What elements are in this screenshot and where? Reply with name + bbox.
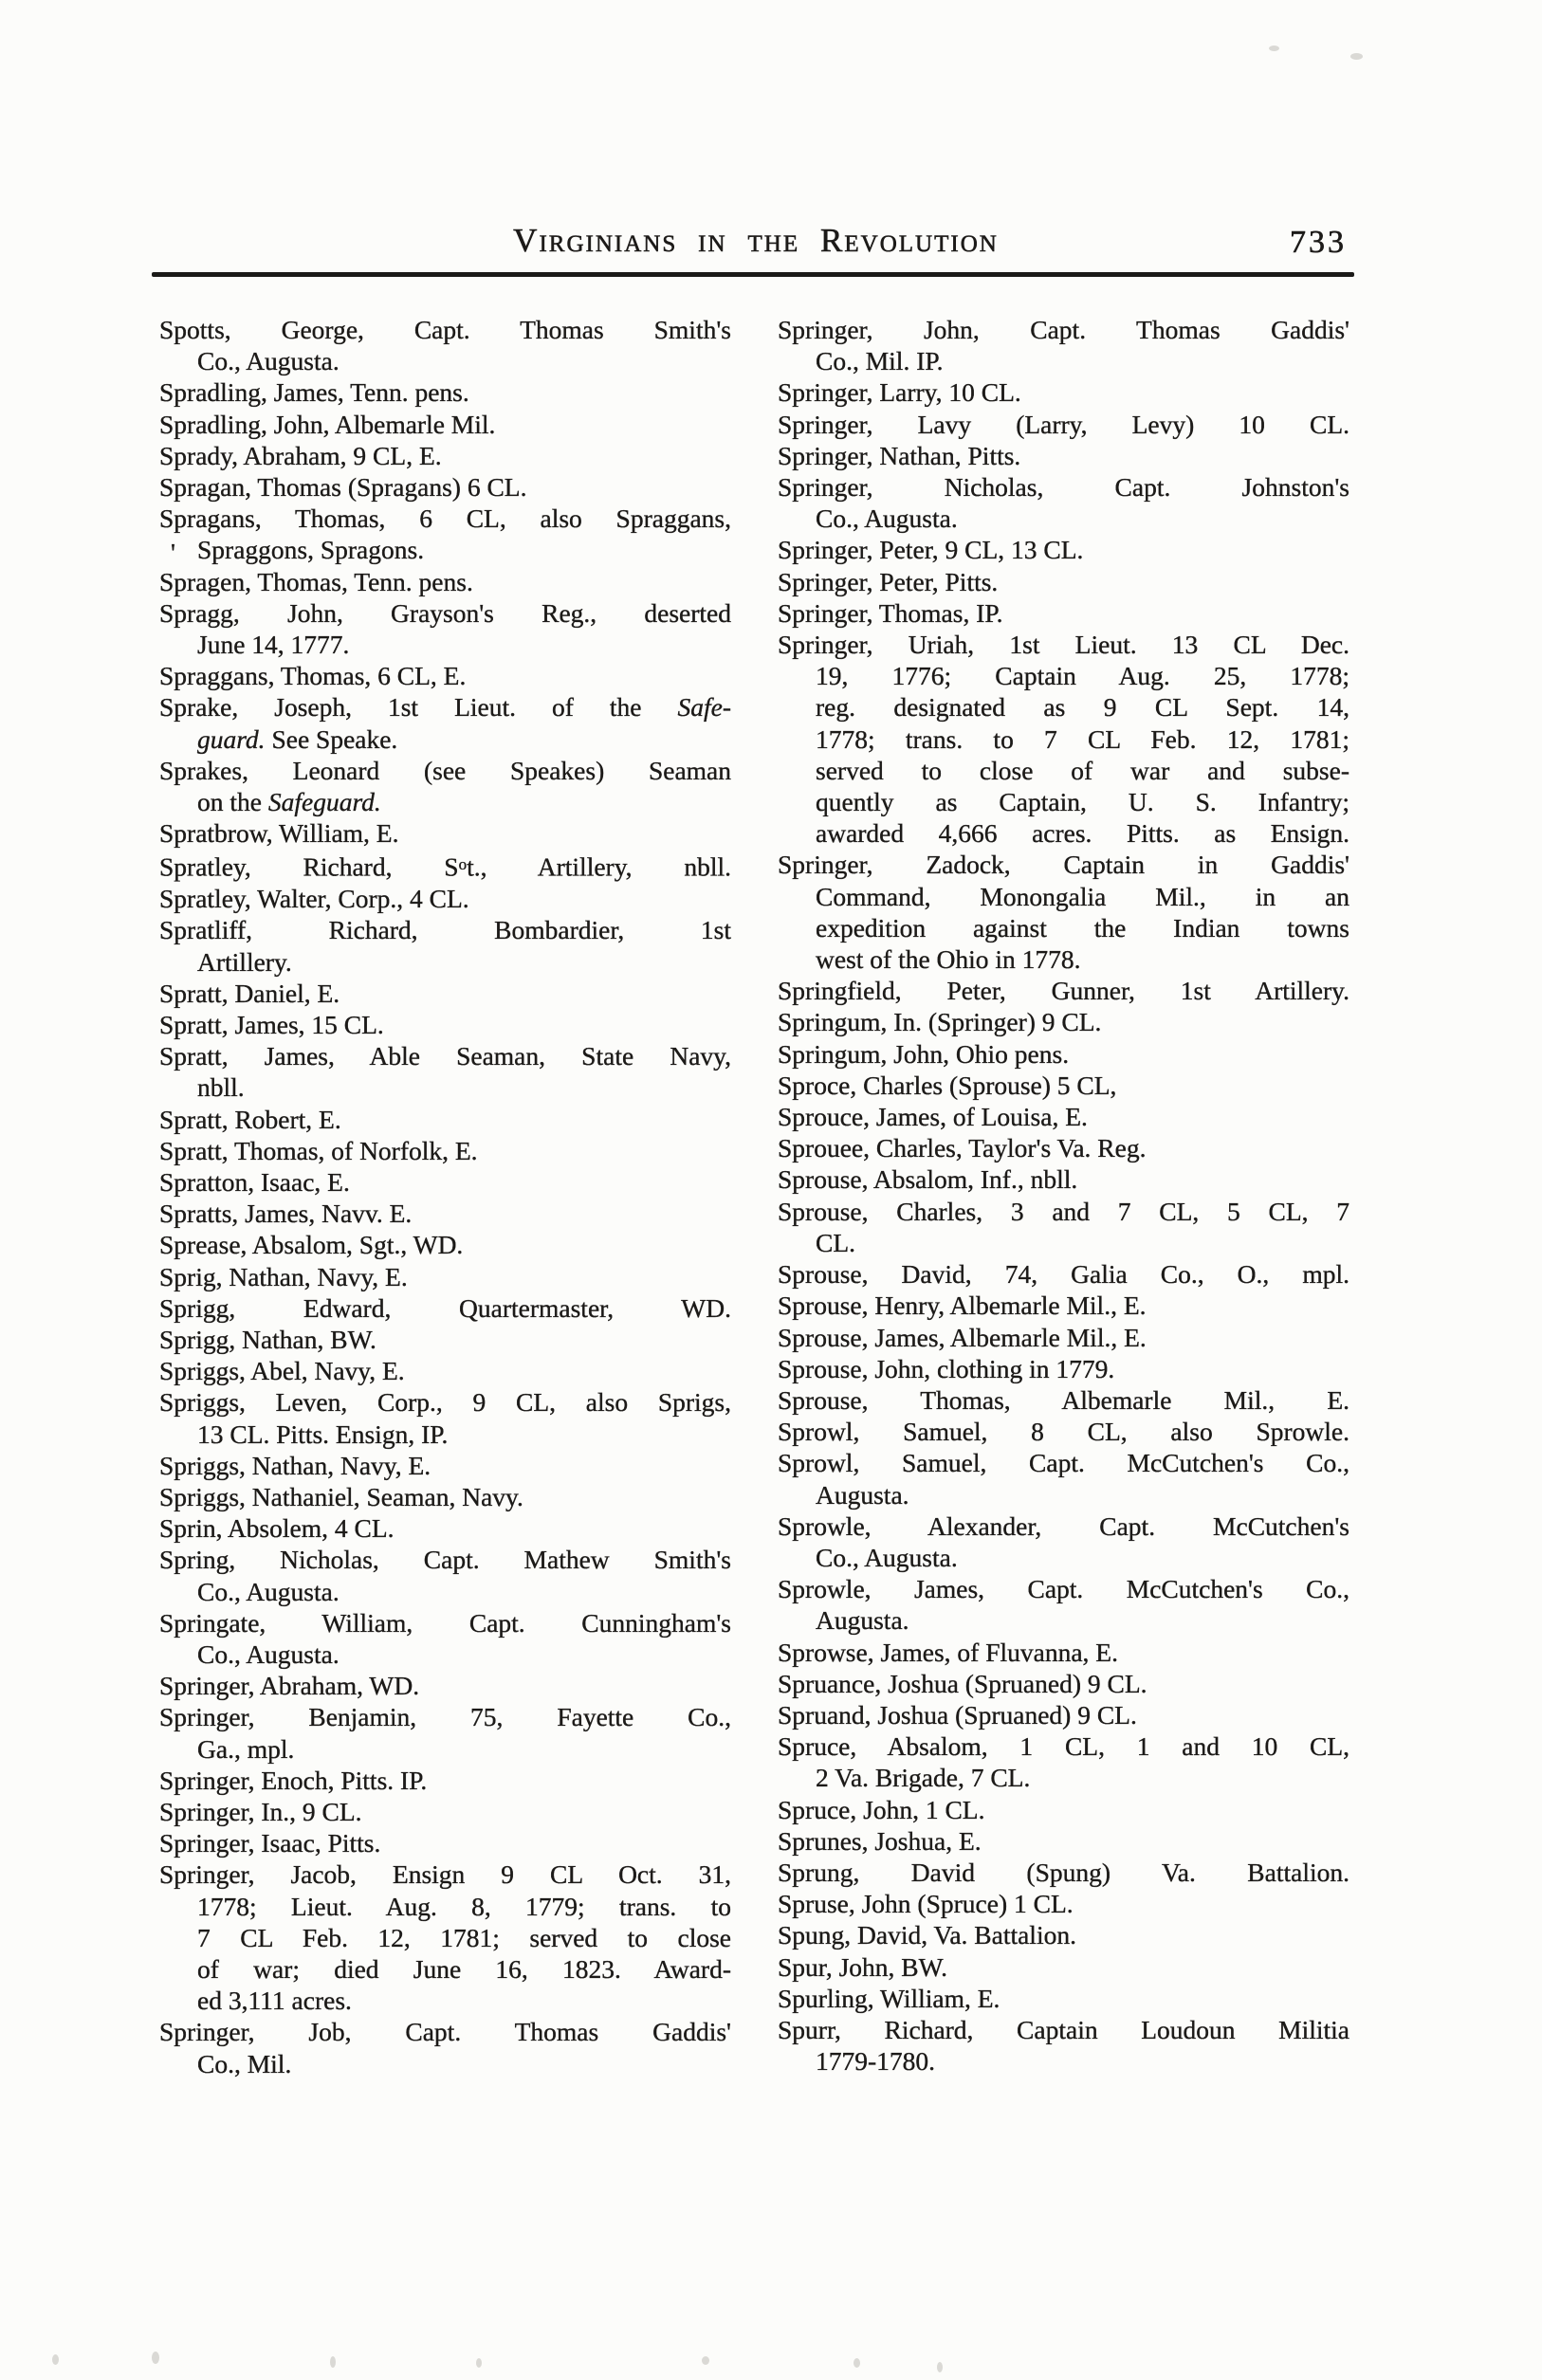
- entry-line: Co., Augusta.: [197, 1639, 340, 1669]
- entry-line: Springer, Enoch, Pitts. IP.: [159, 1765, 428, 1795]
- scan-speckle: [476, 2358, 482, 2368]
- entry-line: Sprouse, Thomas, Albemarle Mil., E.: [778, 1384, 1349, 1415]
- entry-line: Spriggs, Nathaniel, Seaman, Navy.: [159, 1481, 523, 1511]
- scan-speckle: [854, 2358, 860, 2368]
- entry-line: Co., Mil.: [197, 2048, 292, 2078]
- header-rule: [152, 272, 1354, 277]
- scan-speckle: [702, 2356, 709, 2365]
- entry-line: ' Spraggons, Spragons.: [171, 535, 425, 568]
- entry-line: Spratt, Robert, E.: [159, 1104, 341, 1134]
- entry-line: Springate, William, Capt. Cunningham's: [159, 1607, 731, 1638]
- entry-line: Spotts, George, Capt. Thomas Smith's: [159, 315, 731, 344]
- entry-line: Spring, Nicholas, Capt. Mathew Smith's: [159, 1545, 731, 1575]
- entry-line: Spratley, Richard, $S^ot$., Artillery, nbll.: [159, 851, 731, 882]
- entry-line: Spriggs, Leven, Corp., 9 CL, also Sprigs,: [159, 1387, 731, 1418]
- entry-line: Springum, John, Ohio pens.: [778, 1038, 1070, 1069]
- entry-line: Sprowse, James, of Fluvanna, E.: [778, 1637, 1118, 1667]
- entry-line: 1779-1780.: [816, 2046, 936, 2077]
- entry-line: Sprady, Abraham, 9 CL, E.: [159, 440, 442, 470]
- entry-line: Sprouse, James, Albemarle Mil., E.: [778, 1322, 1147, 1352]
- entry-line: 19, 1776; Captain Aug. 25, 1778;: [816, 661, 1349, 691]
- scan-speckle: [330, 2356, 336, 2368]
- entry-line: Spragans, Thomas, 6 CL, also Spraggans,: [159, 503, 731, 534]
- entry-line: Sprung, David (Spung) Va. Battalion.: [778, 1857, 1349, 1887]
- entry-line: Spur, John, BW.: [778, 1951, 947, 1982]
- entry-line: quently as Captain, U. S. Infantry;: [816, 787, 1349, 817]
- entry-line: Spragg, John, Grayson's Reg., deserted: [159, 597, 731, 628]
- entry-line: Command, Monongalia Mil., in an: [816, 881, 1349, 911]
- entry-line: Springer, Peter, 9 CL, 13 CL.: [778, 535, 1084, 565]
- entry-line: Spradling, James, Tenn. pens.: [159, 377, 469, 408]
- entry-line: Spruance, Joshua (Spruaned) 9 CL.: [778, 1668, 1147, 1698]
- entry-line: 1778; Lieut. Aug. 8, 1779; trans. to: [197, 1891, 731, 1921]
- entry-line: Spratts, James, Navv. E.: [159, 1199, 413, 1229]
- scan-speckle: [152, 2352, 159, 2364]
- entry-line: Spratton, Isaac, E.: [159, 1166, 350, 1197]
- scan-speckle: [52, 2354, 59, 2365]
- entry-line: Spratbrow, William, E.: [159, 818, 399, 849]
- entry-line: nbll.: [197, 1072, 245, 1103]
- entry-line: Springer, Peter, Pitts.: [778, 566, 999, 596]
- page-title: Virginians in the Revolution: [513, 222, 999, 259]
- entry-line: Sprowl, Samuel, 8 CL, also Sprowle.: [778, 1417, 1349, 1447]
- entry-line: Spratley, Walter, Corp., 4 CL.: [159, 884, 469, 914]
- entry-line: Sprowle, Alexander, Capt. McCutchen's: [778, 1510, 1349, 1541]
- entry-line: Sprouse, Charles, 3 and 7 CL, 5 CL, 7: [778, 1196, 1349, 1226]
- entry-line: expedition against the Indian towns: [816, 912, 1349, 943]
- entry-line: Sprake, Joseph, 1st Lieut. of the Safe-: [159, 692, 731, 723]
- entry-line: Springer, Zadock, Captain in Gaddis': [778, 850, 1349, 880]
- entry-line: Co., Augusta.: [816, 503, 958, 534]
- entry-line: Springer, Isaac, Pitts.: [159, 1828, 381, 1858]
- entry-line: Augusta.: [816, 1605, 909, 1636]
- entry-line: Spurling, William, E.: [778, 1983, 1000, 2013]
- entry-line: Springer, In., 9 CL.: [159, 1797, 362, 1827]
- entry-line: served to close of war and subse-: [816, 755, 1349, 785]
- entry-line: Spratliff, Richard, Bombardier, 1st: [159, 915, 731, 945]
- entry-line: awarded 4,666 acres. Pitts. as Ensign.: [816, 818, 1349, 849]
- entry-line: Co., Augusta.: [816, 1542, 958, 1572]
- entry-line: Springer, Abraham, WD.: [159, 1671, 420, 1701]
- scan-speckle: [1269, 46, 1279, 51]
- entry-line: Sprunes, Joshua, E.: [778, 1825, 982, 1856]
- entry-line: Spruce, Absalom, 1 CL, 1 and 10 CL,: [778, 1731, 1349, 1762]
- entry-line: Sprouse, Henry, Albemarle Mil., E.: [778, 1291, 1147, 1321]
- entry-line: Springum, In. (Springer) 9 CL.: [778, 1007, 1102, 1037]
- entry-line: Springer, Thomas, IP.: [778, 597, 1003, 628]
- entry-line: Sprouce, James, of Louisa, E.: [778, 1102, 1088, 1132]
- entry-line: Spriggs, Nathan, Navy, E.: [159, 1450, 431, 1480]
- entry-line: Springer, Nathan, Pitts.: [778, 440, 1021, 470]
- entry-line: Spruce, John, 1 CL.: [778, 1794, 985, 1824]
- entry-line: Springer, Lavy (Larry, Levy) 10 CL.: [778, 409, 1349, 439]
- entry-line: Sprouse, Absalom, Inf., nbll.: [778, 1164, 1078, 1195]
- page-number: 733: [1290, 225, 1347, 260]
- entry-line: Springer, John, Capt. Thomas Gaddis': [778, 315, 1349, 344]
- entry-line: Sprig, Nathan, Navy, E.: [159, 1261, 408, 1291]
- entry-line: reg. designated as 9 CL Sept. 14,: [816, 692, 1349, 723]
- left-column: [159, 314, 731, 2079]
- entry-line: Sprease, Absalom, Sgt., WD.: [159, 1230, 464, 1260]
- entry-line: Spratt, Thomas, of Norfolk, E.: [159, 1135, 478, 1165]
- entry-line: Spung, David, Va. Battalion.: [778, 1920, 1076, 1950]
- entry-line: Sprigg, Nathan, BW.: [159, 1324, 376, 1354]
- entry-line: Sprouse, David, 74, Galia Co., O., mpl.: [778, 1259, 1349, 1290]
- entry-line: on the Safeguard.: [197, 787, 381, 817]
- entry-line: ed 3,111 acres.: [197, 1986, 352, 2016]
- entry-line: Springer, Nicholas, Capt. Johnston's: [778, 472, 1349, 503]
- entry-line: CL.: [816, 1227, 856, 1257]
- entry-line: Co., Augusta.: [197, 1576, 340, 1606]
- entry-line: Sprowle, James, Capt. McCutchen's Co.,: [778, 1574, 1349, 1604]
- entry-line: Spragen, Thomas, Tenn. pens.: [159, 566, 473, 596]
- entry-line: Ga., mpl.: [197, 1733, 295, 1764]
- entry-line: Co., Mil. IP.: [816, 346, 944, 376]
- entry-line: Sproce, Charles (Sprouse) 5 CL,: [778, 1070, 1117, 1100]
- entry-line: Augusta.: [816, 1479, 909, 1510]
- entry-line: Springer, Benjamin, 75, Fayette Co.,: [159, 1702, 731, 1732]
- entry-line: Spruse, John (Spruce) 1 CL.: [778, 1889, 1074, 1919]
- scan-speckle: [937, 2362, 943, 2372]
- right-column: [778, 314, 1349, 2079]
- text-columns: [159, 314, 1350, 2079]
- entry-line: Co., Augusta.: [197, 346, 340, 376]
- entry-line: Spraggans, Thomas, 6 CL, E.: [159, 661, 467, 691]
- entry-line: Springer, Uriah, 1st Lieut. 13 CL Dec.: [778, 630, 1349, 660]
- entry-line: Spurr, Richard, Captain Loudoun Militia: [778, 2014, 1349, 2044]
- page-header: [159, 222, 1352, 265]
- entry-line: Sprowl, Samuel, Capt. McCutchen's Co.,: [778, 1448, 1349, 1478]
- entry-line: Spratt, James, 15 CL.: [159, 1009, 384, 1039]
- entry-line: Spratt, James, Able Seaman, State Navy,: [159, 1041, 731, 1071]
- entry-line: Sprigg, Edward, Quartermaster, WD.: [159, 1292, 731, 1323]
- entry-line: Sprouee, Charles, Taylor's Va. Reg.: [778, 1133, 1147, 1163]
- scan-speckle: [1350, 53, 1363, 60]
- entry-line: of war; died June 16, 1823. Award-: [197, 1954, 731, 1985]
- entry-line: west of the Ohio in 1778.: [816, 944, 1081, 975]
- entry-line: Spriggs, Abel, Navy, E.: [159, 1356, 405, 1386]
- entry-line: Springer, Jacob, Ensign 9 CL Oct. 31,: [159, 1859, 731, 1890]
- entry-line: 2 Va. Brigade, 7 CL.: [816, 1763, 1031, 1793]
- entry-line: 13 CL. Pitts. Ensign, IP.: [197, 1419, 449, 1449]
- entry-line: Springer, Larry, 10 CL.: [778, 377, 1021, 408]
- entry-line: Spragan, Thomas (Spragans) 6 CL.: [159, 472, 527, 503]
- entry-line: 1778; trans. to 7 CL Feb. 12, 1781;: [816, 723, 1349, 754]
- entry-line: Sprin, Absolem, 4 CL.: [159, 1513, 395, 1544]
- entry-line: 7 CL Feb. 12, 1781; served to close: [197, 1922, 731, 1952]
- entry-line: Springer, Job, Capt. Thomas Gaddis': [159, 2017, 731, 2047]
- entry-line: Artillery.: [197, 946, 292, 977]
- entry-line: Spratt, Daniel, E.: [159, 978, 340, 1008]
- entry-line: Springfield, Peter, Gunner, 1st Artillery.: [778, 976, 1349, 1006]
- entry-line: Sprouse, John, clothing in 1779.: [778, 1353, 1115, 1383]
- entry-line: Spradling, John, Albemarle Mil.: [159, 409, 496, 439]
- entry-line: guard. See Speake.: [197, 723, 398, 754]
- entry-line: Sprakes, Leonard (see Speakes) Seaman: [159, 755, 731, 785]
- entry-line: June 14, 1777.: [197, 630, 350, 660]
- entry-line: Spruand, Joshua (Spruaned) 9 CL.: [778, 1699, 1137, 1730]
